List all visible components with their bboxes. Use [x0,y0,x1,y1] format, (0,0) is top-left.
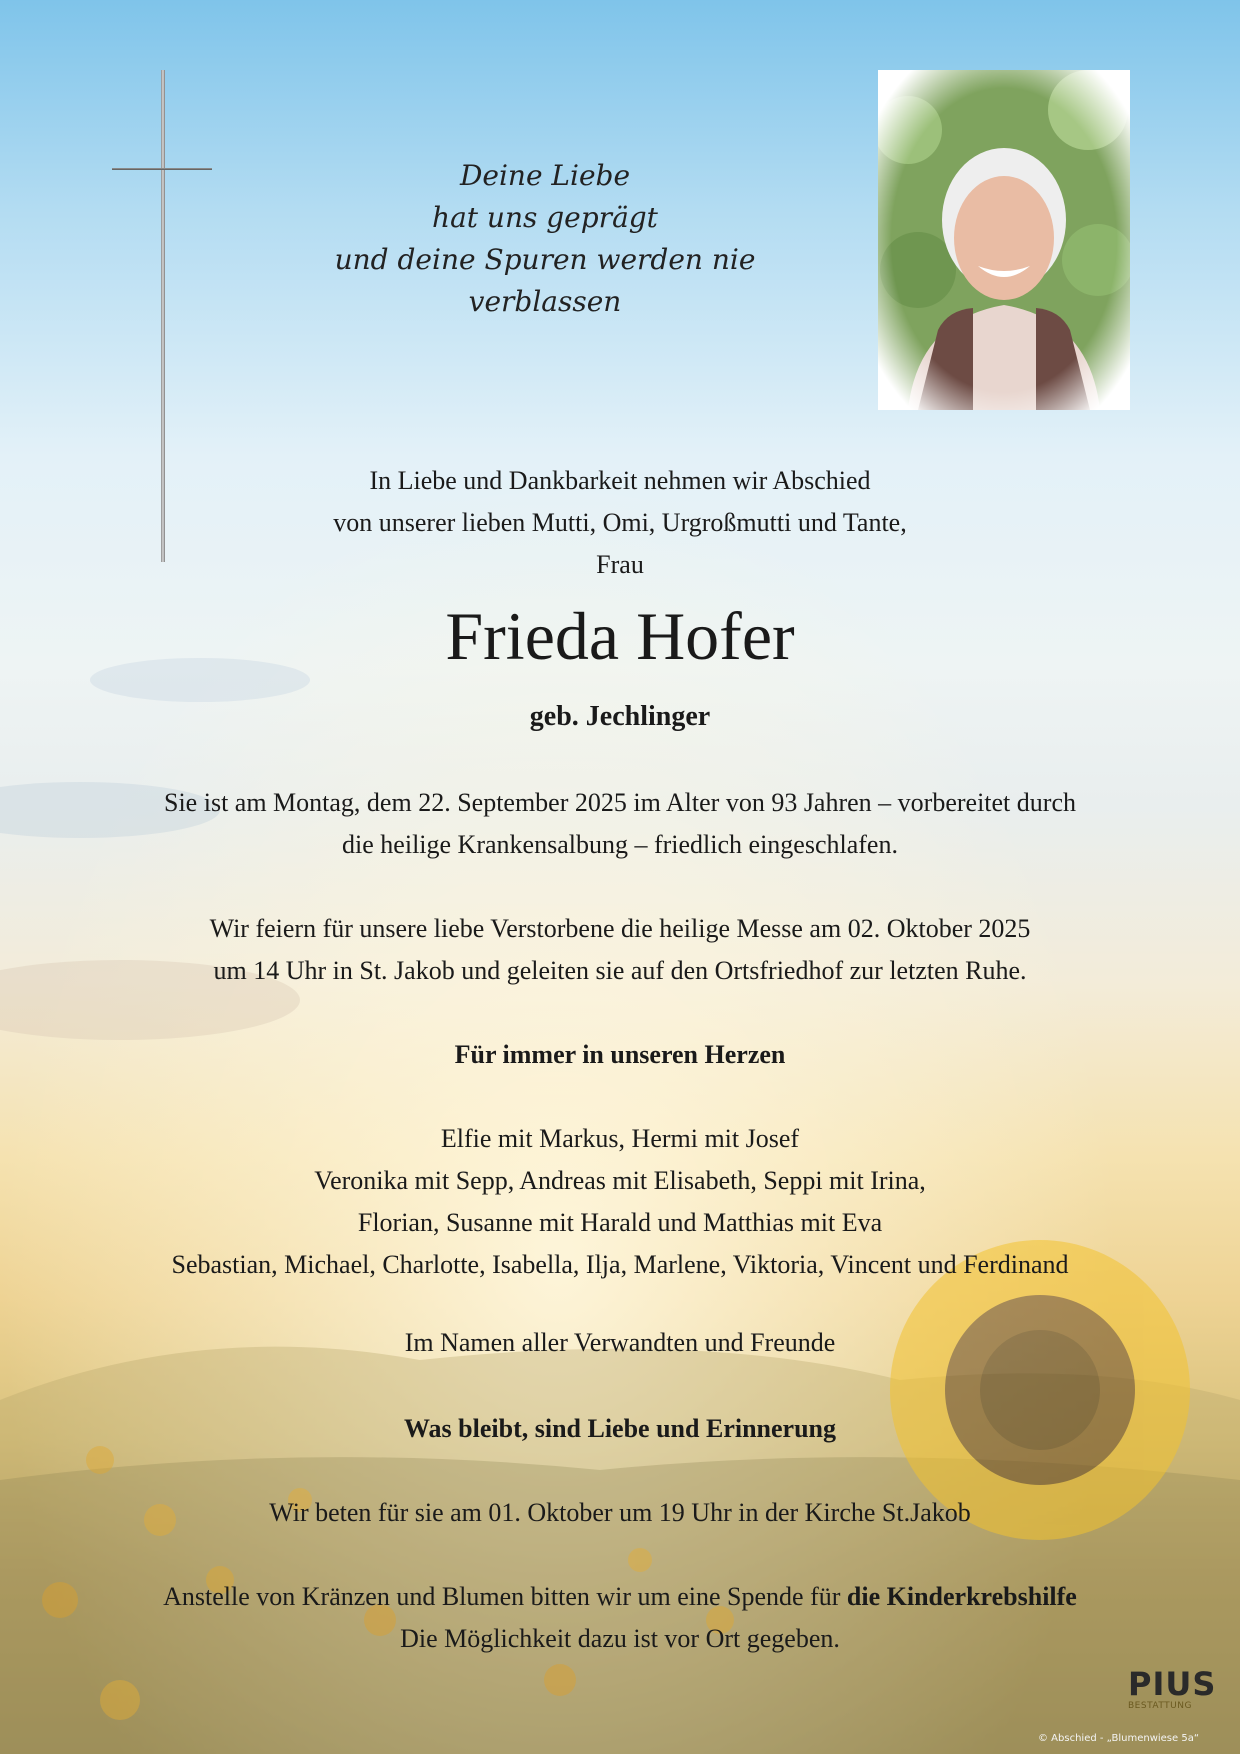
on-behalf-line: Im Namen aller Verwandten und Freunde [404,1328,836,1357]
quote-line: verblassen [468,285,622,318]
mourner-line: Florian, Susanne mit Harald und Matthias mit Eva [357,1208,883,1237]
intro-line-1: In Liebe und Dankbarkeit nehmen wir Abschied [369,466,871,495]
funeral-line-1: Wir feiern für unsere liebe Verstorbene die heilige Messe am 02. Oktober 2025 [209,914,1031,943]
mourner-line: Sebastian, Michael, Charlotte, Isabella, Ilja, Marlene, Viktoria, Vincent und Ferdinand [171,1250,1069,1279]
portrait-photo [878,70,1130,410]
salutation: Frau [596,550,644,579]
donation-charity: die Kinderkrebshilfe [846,1582,1077,1611]
copyright-notice: © Abschied - „Blumenwiese 5a“ [1038,1733,1200,1744]
logo-name: PIUS [1128,1665,1217,1703]
motto-heading: Für immer in unseren Herzen [454,1040,786,1069]
passing-line-1: Sie ist am Montag, dem 22. September 2025 im Alter von 93 Jahren – vorbereitet durch [164,788,1076,817]
birth-name: geb. Jechlinger [529,701,711,732]
pius-logo [1128,1665,1217,1712]
mourner-line: Elfie mit Markus, Hermi mit Josef [440,1124,800,1153]
donation-text: Anstelle von Kränzen und Blumen bitten wir um eine Spende für [163,1582,847,1611]
donation-line-1 [60,1576,1180,1618]
donation-line-2: Die Möglichkeit dazu ist vor Ort gegeben. [400,1624,840,1653]
prayer-notice: Wir beten für sie am 01. Oktober um 19 Uhr in der Kirche St.Jakob [269,1498,971,1527]
mourner-line: Veronika mit Sepp, Andreas mit Elisabeth, Seppi mit Irina, [314,1166,926,1195]
logo-sub: BESTATTUNG [1128,1701,1192,1711]
memorial-quote [320,155,770,323]
quote-line: hat uns geprägt [432,201,658,234]
deceased-name: Frieda Hofer [445,598,795,674]
cross-horizontal-bar [112,168,212,170]
quote-line: und deine Spuren werden nie [334,243,756,276]
closing-motto: Was bleibt, sind Liebe und Erinnerung [403,1414,837,1443]
quote-line: Deine Liebe [459,159,631,192]
passing-line-2: die heilige Krankensalbung – friedlich eingeschlafen. [342,830,898,859]
funeral-line-2: um 14 Uhr in St. Jakob und geleiten sie auf den Ortsfriedhof zur letzten Ruhe. [213,956,1027,985]
intro-line-2: von unserer lieben Mutti, Omi, Urgroßmutti und Tante, [333,508,907,537]
